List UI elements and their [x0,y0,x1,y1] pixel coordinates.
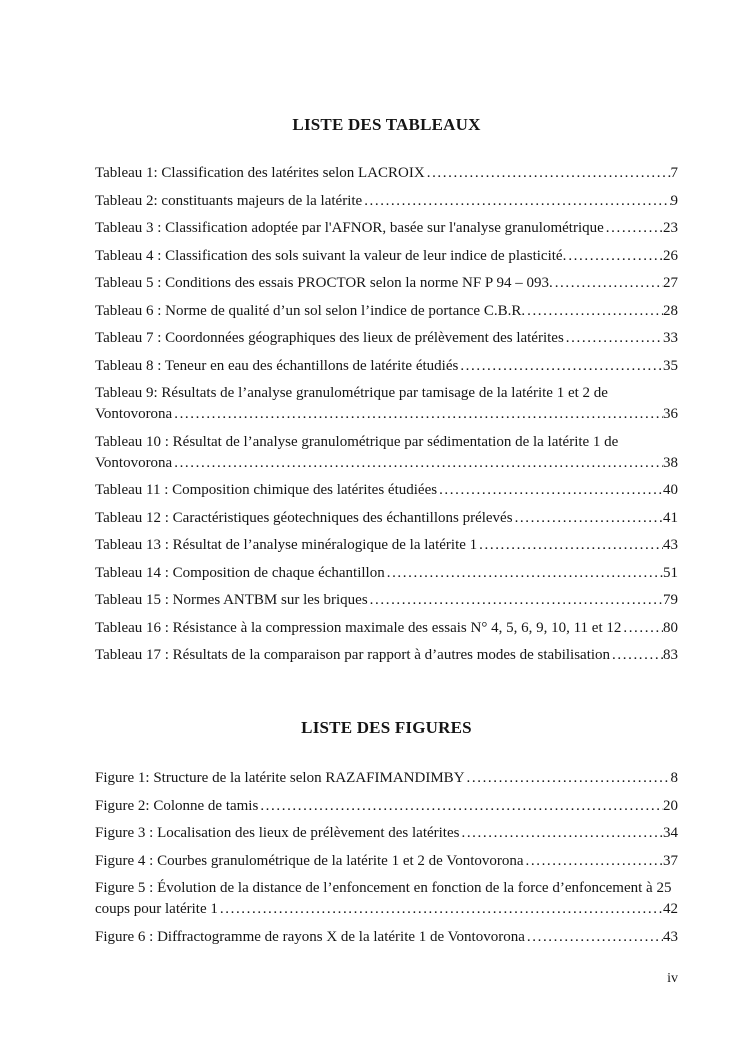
table-toc-entry-text: Tableau 17 : Résultats de la comparaison par rapport à d’autres modes de stabilisation [95,647,611,663]
table-toc-entry-text: Tableau 5 : Conditions des essais PROCTOR selon la norme NF P 94 – 093. [95,275,553,291]
figure-toc-entry [95,927,678,948]
table-toc-entry [95,508,678,529]
table-toc-entry-last-line [95,590,678,611]
table-toc-entry-last-line [95,404,678,425]
toc-leader-dots [437,480,663,501]
table-toc-entry-text-line: Tableau 9: Résultats de l’analyse granulométrique par tamisage de la latérite 1 et 2 de [95,385,608,401]
table-toc-entry [95,645,678,666]
toc-page-number: 28 [663,302,678,319]
figure-toc-entry-last-line [95,823,678,844]
toc-leader-dots [477,535,663,556]
figure-toc-entry-text-line: Figure 5 : Évolution de la distance de l’enfoncement en fonction de la force d’enfoncement à 25 [95,880,672,896]
figure-toc-entry [95,796,678,817]
figure-toc-entry-last-line [95,899,678,920]
table-toc-entry-text: Tableau 4 : Classification des sols suivant la valeur de leur indice de plasticité. [95,247,567,264]
figure-toc-entry-text: Figure 4 : Courbes granulométrique de la latérite 1 et 2 de Vontovorona [95,852,524,869]
table-toc-entry-last-line [95,328,678,349]
table-toc-entry [95,590,678,611]
toc-page-number: 51 [663,564,678,581]
table-toc-entry-text: Vontovorona [95,454,173,471]
table-toc-entry-last-line [95,191,678,212]
toc-leader-dots [258,796,663,817]
toc-page-number: 37 [663,852,678,869]
figure-toc-entry-last-line [95,768,678,789]
table-toc-entry-last-line [95,453,678,474]
table-toc-entry-text: Tableau 15 : Normes ANTBM sur les briques [95,592,368,608]
table-toc-entry-text: Tableau 11 : Composition chimique des latérites étudiées [95,482,438,498]
toc-leader-dots [566,246,663,267]
tables-list [95,163,678,666]
toc-leader-dots [525,301,663,322]
figure-toc-entry-last-line [95,927,678,948]
toc-page-number: 9 [670,192,678,209]
table-toc-entry [95,356,678,377]
toc-page-number: 80 [663,619,678,636]
table-toc-entry-text: Tableau 3 : Classification adoptée par l'AFNOR, basée sur l'analyse granulométrique [95,220,604,236]
table-toc-entry [95,383,678,425]
toc-leader-dots [172,404,663,425]
table-toc-entry-text: Tableau 1: Classification des latérites selon LACROIX [95,165,425,181]
figure-toc-entry [95,823,678,844]
figure-toc-entry-text: Figure 6 : Diffractogramme de rayons X de la latérite 1 de Vontovorona [95,928,525,945]
toc-page-number: 8 [670,770,678,786]
page-content [95,0,678,954]
table-toc-entry-text: Tableau 8 : Teneur en eau des échantillons de latérite étudiés [95,357,459,374]
table-toc-entry-last-line [95,246,678,267]
table-toc-entry-text-line: Tableau 10 : Résultat de l’analyse granulométrique par sédimentation de la latérite 1 de [95,433,619,450]
toc-leader-dots [172,453,663,474]
toc-page-number: 23 [663,220,678,236]
toc-page-number: 35 [663,357,678,374]
toc-page-number: 36 [663,406,678,422]
table-toc-entry-last-line [95,480,678,501]
figure-toc-entry-text: coups pour latérite 1 [95,901,218,917]
table-toc-entry-last-line [95,356,678,377]
figure-toc-entry-text: Figure 3 : Localisation des lieux de prélèvement des latérites [95,825,460,841]
table-toc-entry [95,535,678,556]
toc-page-number: 7 [670,165,678,181]
toc-page-number: 20 [663,797,678,814]
table-toc-entry-text: Tableau 16 : Résistance à la compression maximale des essais N° 4, 5, 6, 9, 10, 11 et 12 [95,619,622,636]
table-toc-entry-last-line [95,218,678,239]
table-toc-entry-last-line [95,618,678,639]
figure-toc-entry [95,878,678,920]
table-toc-entry-last-line [95,535,678,556]
table-toc-entry-text: Tableau 2: constituants majeurs de la latérite [95,192,363,209]
toc-leader-dots [465,768,671,789]
figure-toc-entry [95,851,678,872]
table-toc-entry-text: Tableau 13 : Résultat de l’analyse minéralogique de la latérite 1 [95,537,478,553]
toc-page-number: 26 [663,247,678,264]
toc-page-number: 42 [663,901,678,917]
toc-leader-dots [513,508,663,529]
toc-leader-dots [525,927,663,948]
table-toc-entry-text: Vontovorona [95,406,173,422]
table-toc-entry-text: Tableau 12 : Caractéristiques géotechniques des échantillons prélevés [95,509,513,526]
table-toc-entry [95,618,678,639]
table-toc-entry [95,218,678,239]
toc-leader-dots [553,273,663,294]
toc-leader-dots [524,851,663,872]
toc-leader-dots [362,191,670,212]
table-toc-entry [95,191,678,212]
table-toc-entry-last-line [95,301,678,322]
toc-page-number: 43 [663,537,678,553]
toc-page-number: 33 [663,330,678,346]
table-toc-entry [95,273,678,294]
toc-page-number: 79 [663,592,678,608]
table-toc-entry-text: Tableau 14 : Composition de chaque échantillon [95,564,385,581]
figure-toc-entry-last-line [95,796,678,817]
toc-leader-dots [425,163,671,184]
toc-leader-dots [385,563,663,584]
table-toc-entry [95,163,678,184]
toc-page-number: 38 [663,454,678,471]
table-toc-entry [95,480,678,501]
toc-page-number: 34 [663,825,678,841]
toc-leader-dots [458,356,663,377]
table-toc-entry-last-line [95,163,678,184]
table-toc-entry-last-line [95,273,678,294]
toc-page-number: 83 [663,647,678,663]
figure-toc-entry-last-line [95,851,678,872]
figures-list [95,768,678,948]
page-number: iv [667,971,678,986]
table-toc-entry [95,328,678,349]
table-toc-entry [95,432,678,474]
toc-page-number: 40 [663,482,678,498]
table-toc-entry [95,246,678,267]
table-toc-entry [95,563,678,584]
toc-page-number: 43 [663,928,678,945]
tables-list-title: LISTE DES TABLEAUX [292,115,481,134]
toc-leader-dots [459,823,663,844]
toc-leader-dots [564,328,663,349]
toc-leader-dots [218,899,663,920]
toc-page-number: 27 [663,275,678,291]
figures-list-title: LISTE DES FIGURES [301,718,472,737]
figure-toc-entry-text: Figure 1: Structure de la latérite selon RAZAFIMANDIMBY [95,770,465,786]
table-toc-entry-text: Tableau 7 : Coordonnées géographiques des lieux de prélèvement des latérites [95,330,564,346]
table-toc-entry-last-line [95,508,678,529]
toc-leader-dots [610,645,663,666]
figure-toc-entry [95,768,678,789]
toc-leader-dots [368,590,663,611]
table-toc-entry [95,301,678,322]
table-toc-entry-last-line [95,563,678,584]
figure-toc-entry-text: Figure 2: Colonne de tamis [95,797,259,814]
toc-leader-dots [604,218,663,239]
toc-leader-dots [621,618,663,639]
table-toc-entry-text: Tableau 6 : Norme de qualité d’un sol selon l’indice de portance C.B.R. [95,302,526,319]
toc-page-number: 41 [663,509,678,526]
table-toc-entry-last-line [95,645,678,666]
